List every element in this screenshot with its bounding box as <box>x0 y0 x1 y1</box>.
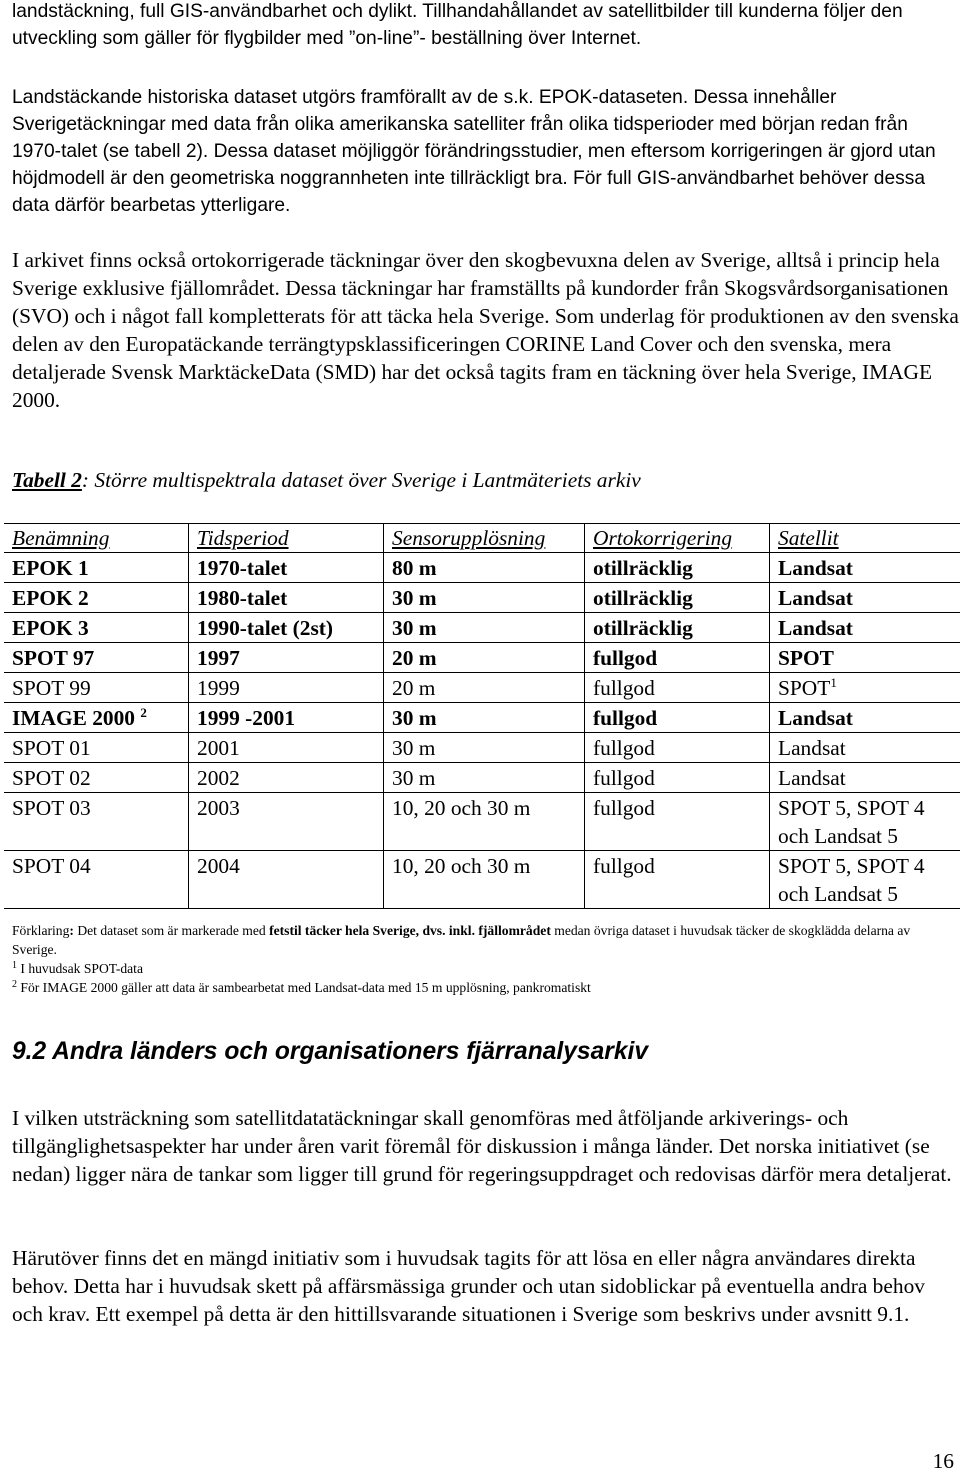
cell-correction: fullgod <box>585 643 770 673</box>
cell-correction: fullgod <box>585 703 770 733</box>
table-row <box>4 613 960 643</box>
cell-period: 2001 <box>189 733 384 763</box>
table-notes <box>12 921 952 997</box>
body-paragraph-intro: landstäckning, full GIS-användbarhet och dylikt. Tillhandahållandet av satellitbilder till kunderna följer den utveckling som gäller för flygbilder med ”on-line”- beställning över Internet. <box>12 1 903 49</box>
cell-period: 1999 -2001 <box>189 703 384 733</box>
cell-correction: otillräcklig <box>585 583 770 613</box>
table-header-row <box>4 524 960 553</box>
cell-period: 1980-talet <box>189 583 384 613</box>
cell-name: SPOT 02 <box>4 763 189 793</box>
cell-period: 1970-talet <box>189 553 384 583</box>
footnote-1 <box>12 959 952 978</box>
cell-period: 1990-talet (2st) <box>189 613 384 643</box>
cell-resolution: 20 m <box>384 673 585 703</box>
cell-satellite: Landsat <box>770 553 960 583</box>
explanation-note <box>12 921 952 959</box>
cell-correction: otillräcklig <box>585 553 770 583</box>
table-row <box>4 643 960 673</box>
section-heading: 9.2 Andra länders och organisationers fjärranalysarkiv <box>12 1038 649 1065</box>
explanation-part-b: fetstil täcker hela Sverige, dvs. inkl. fjällområdet <box>269 923 551 938</box>
cell-satellite: Landsat <box>770 613 960 643</box>
dataset-table <box>4 523 960 909</box>
cell-period: 1999 <box>189 673 384 703</box>
cell-period: 2004 <box>189 851 384 909</box>
cell-resolution: 10, 20 och 30 m <box>384 793 585 851</box>
cell-name: EPOK 1 <box>4 553 189 583</box>
cell-name: EPOK 2 <box>4 583 189 613</box>
header-resolution: Sensorupplösning <box>384 524 585 553</box>
table-row <box>4 673 960 703</box>
table-caption-label: Tabell 2 <box>12 468 82 492</box>
cell-resolution: 30 m <box>384 583 585 613</box>
table-row <box>4 851 960 909</box>
cell-correction: fullgod <box>585 793 770 851</box>
header-name: Benämning <box>4 524 189 553</box>
header-correction: Ortokorrigering <box>585 524 770 553</box>
footnote-2-text: För IMAGE 2000 gäller att data är sambearbetat med Landsat-data med 15 m upplösning, pankromatiskt <box>17 980 591 995</box>
table-row <box>4 793 960 851</box>
cell-satellite: Landsat <box>770 733 960 763</box>
explanation-label: Förklaring <box>12 923 70 938</box>
footnote-1-text: I huvudsak SPOT-data <box>17 961 143 976</box>
cell-correction: otillräcklig <box>585 613 770 643</box>
cell-resolution: 30 m <box>384 763 585 793</box>
body-paragraph-archive: I arkivet finns också ortokorrigerade täckningar över den skogbevuxna delen av Sverige, alltså i princip hela Sverige exklusive fjällområdet. Dessa täckningar har framställts på kundorder från Skogsvårdsorganisationen (SVO) och i något fall kompletterats för att täcka hela Sverige. Som underlag för produktionen av den svenska delen av den Europatäckande terrängtypsklassificeringen CORINE Land Cover och den svenska, mera detaljerade Svensk MarktäckeData (SMD) har det också tagits fram en täckning över hela Sverige, IMAGE 2000. <box>12 248 959 412</box>
cell-name: EPOK 3 <box>4 613 189 643</box>
footnote-1-mark: 1 <box>12 960 17 971</box>
table-caption-text: : Större multispektrala dataset över Sverige i Lantmäteriets arkiv <box>81 468 641 492</box>
cell-satellite: SPOT <box>770 643 960 673</box>
header-satellite: Satellit <box>770 524 960 553</box>
cell-resolution: 30 m <box>384 703 585 733</box>
body-paragraph-epok: Landstäckande historiska dataset utgörs framförallt av de s.k. EPOK-dataseten. Dessa innehåller Sverigetäckningar med data från olika amerikanska satelliter från olika tidsperioder med början redan från 1970-talet (se tabell 2). Dessa dataset möjliggör förändringsstudier, men eftersom korrigeringen är gjord utan höjdmodell är den geometriska noggrannheten inte tillräckligt bra. För full GIS-användbarhet behöver dessa data därför bearbetas ytterligare. <box>12 87 936 216</box>
table-row <box>4 583 960 613</box>
footnote-2-mark: 2 <box>12 979 17 990</box>
cell-period: 1997 <box>189 643 384 673</box>
cell-resolution: 10, 20 och 30 m <box>384 851 585 909</box>
cell-satellite <box>770 673 960 703</box>
name-value: IMAGE 2000 <box>12 706 135 730</box>
cell-resolution: 30 m <box>384 733 585 763</box>
explanation-colon: : <box>69 923 74 938</box>
table-row <box>4 703 960 733</box>
cell-correction: fullgod <box>585 763 770 793</box>
cell-name: SPOT 01 <box>4 733 189 763</box>
cell-satellite: Landsat <box>770 763 960 793</box>
cell-correction: fullgod <box>585 851 770 909</box>
cell-correction: fullgod <box>585 733 770 763</box>
cell-name <box>4 703 189 733</box>
cell-name: SPOT 04 <box>4 851 189 909</box>
cell-name: SPOT 03 <box>4 793 189 851</box>
body-paragraph-initiatives: Härutöver finns det en mängd initiativ som i huvudsak tagits för att lösa en eller några användares direkta behov. Detta har i huvudsak skett på affärsmässiga grunder och utan sidoblickar på eventuella andra behov och krav. Ett exempel på detta är den hittillsvarande situationen i Sverige som beskrivs under avsnitt 9.1. <box>12 1246 925 1326</box>
cell-resolution: 80 m <box>384 553 585 583</box>
table-row <box>4 553 960 583</box>
header-period: Tidsperiod <box>189 524 384 553</box>
cell-correction: fullgod <box>585 673 770 703</box>
cell-period: 2002 <box>189 763 384 793</box>
cell-satellite: SPOT 5, SPOT 4 och Landsat 5 <box>770 793 960 851</box>
cell-satellite: Landsat <box>770 703 960 733</box>
satellite-value: SPOT <box>778 676 831 700</box>
table-caption <box>12 468 641 493</box>
footnote-ref-2: 2 <box>140 705 147 720</box>
cell-name: SPOT 97 <box>4 643 189 673</box>
cell-name: SPOT 99 <box>4 673 189 703</box>
table-row <box>4 763 960 793</box>
table-row <box>4 733 960 763</box>
explanation-part-a: Det dataset som är markerade med <box>73 923 270 938</box>
body-paragraph-other-countries: I vilken utsträckning som satellitdatatäckningar skall genomföras med åtföljande arkiverings- och tillgänglighetsaspekter har under åren varit föremål för diskussion i många länder. Det norska initiativet (se nedan) ligger nära de tankar som ligger till grund för regeringsuppdraget och redovisas därför mera detaljerat. <box>12 1106 952 1186</box>
footnote-2 <box>12 978 952 997</box>
footnote-ref-1: 1 <box>830 675 837 690</box>
explanation-part-c: medan övriga dataset i huvudsak täcker de skogklädda delarna av Sverige. <box>12 923 911 957</box>
cell-satellite: Landsat <box>770 583 960 613</box>
cell-resolution: 30 m <box>384 613 585 643</box>
cell-period: 2003 <box>189 793 384 851</box>
page-number: 16 <box>932 1449 954 1473</box>
cell-resolution: 20 m <box>384 643 585 673</box>
cell-satellite: SPOT 5, SPOT 4 och Landsat 5 <box>770 851 960 909</box>
